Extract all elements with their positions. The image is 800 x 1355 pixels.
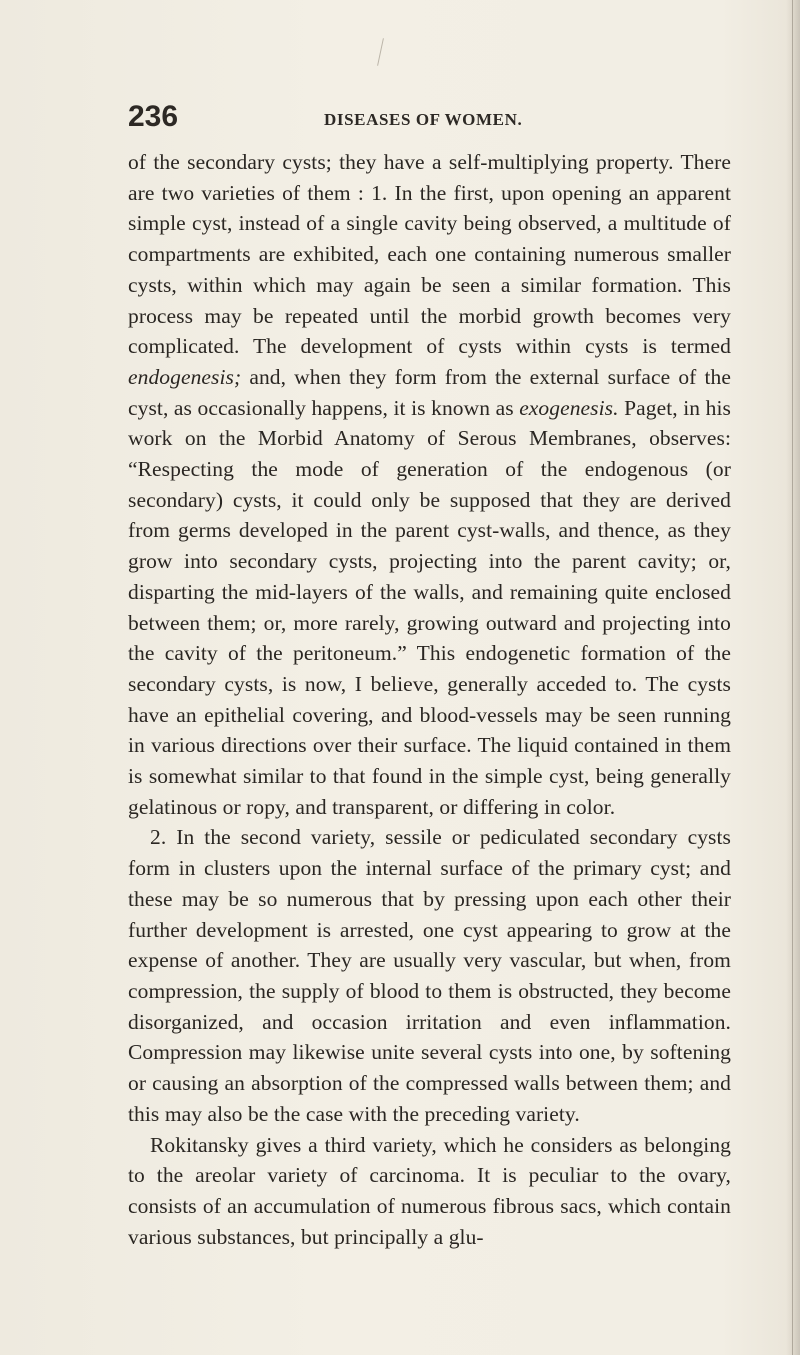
paragraph-1-part-2: and, when they form from the external surface of the cyst, as occasionally happens, it is known as: [128, 364, 731, 420]
term-endogenesis: endogenesis;: [128, 364, 242, 389]
page-number: 236: [128, 100, 179, 133]
page-edge-shadow: [786, 0, 800, 1355]
paragraph-1-part-1: of the secondary cysts; they have a self-multiplying property. There are two varieties of them : 1. In the first, upon opening an apparent simple cyst, instead of a single cavity being observed, a multitude of compartments are exhibited, each one containing numerous smaller cysts, within which may again be seen a similar formation. This process may be repeated until the morbid growth becomes very complicated. The development of cysts within cysts is termed: [128, 150, 731, 359]
paragraph-2: 2. In the second variety, sessile or pediculated secondary cysts form in clusters upon the internal surface of the primary cyst; and these may be so numerous that by pressing upon each other their further development is arrested, one cyst appearing to grow at the expense of another. They are usually very vascular, but when, from compression, the supply of blood to them is obstructed, they become disorganized, and occasion irritation and even inflammation. Compression may likewise unite several cysts into one, by softening or causing an absorption of the compressed walls between them; and this may also be the case with the preceding variety.: [128, 825, 731, 1126]
pencil-mark: [377, 38, 384, 66]
page-edge-line: [792, 0, 793, 1355]
running-head: DISEASES OF WOMEN.: [324, 110, 523, 129]
term-exogenesis: exogenesis.: [519, 395, 619, 420]
paragraph-1: [128, 147, 731, 822]
body-text: [128, 147, 731, 1252]
page-header: [128, 100, 728, 140]
paragraph-3: Rokitansky gives a third variety, which he considers as belonging to the areolar variety of carcinoma. It is peculiar to the ovary, consists of an accumulation of numerous fibrous sacs, which contain various substances, but principally a glu-: [128, 1132, 731, 1249]
paragraph-1-part-3: Paget, in his work on the Morbid Anatomy of Serous Membranes, observes: “Respecting the mode of generation of the endogenous (or secondary) cysts, it could only be supposed that they are derived from germs developed in the parent cyst-walls, and thence, as they grow into secondary cysts, projecting into the parent cavity; or, disparting the mid-layers of the walls, and remaining quite enclosed between them; or, more rarely, growing outward and projecting into the cavity of the peritoneum.” This endogenetic formation of the secondary cysts, is now, I believe, generally acceded to. The cysts have an epithelial covering, and blood-vessels may be seen running in various directions over their surface. The liquid contained in them is somewhat similar to that found in the simple cyst, being generally gelatinous or ropy, and transparent, or differing in color.: [128, 395, 731, 819]
